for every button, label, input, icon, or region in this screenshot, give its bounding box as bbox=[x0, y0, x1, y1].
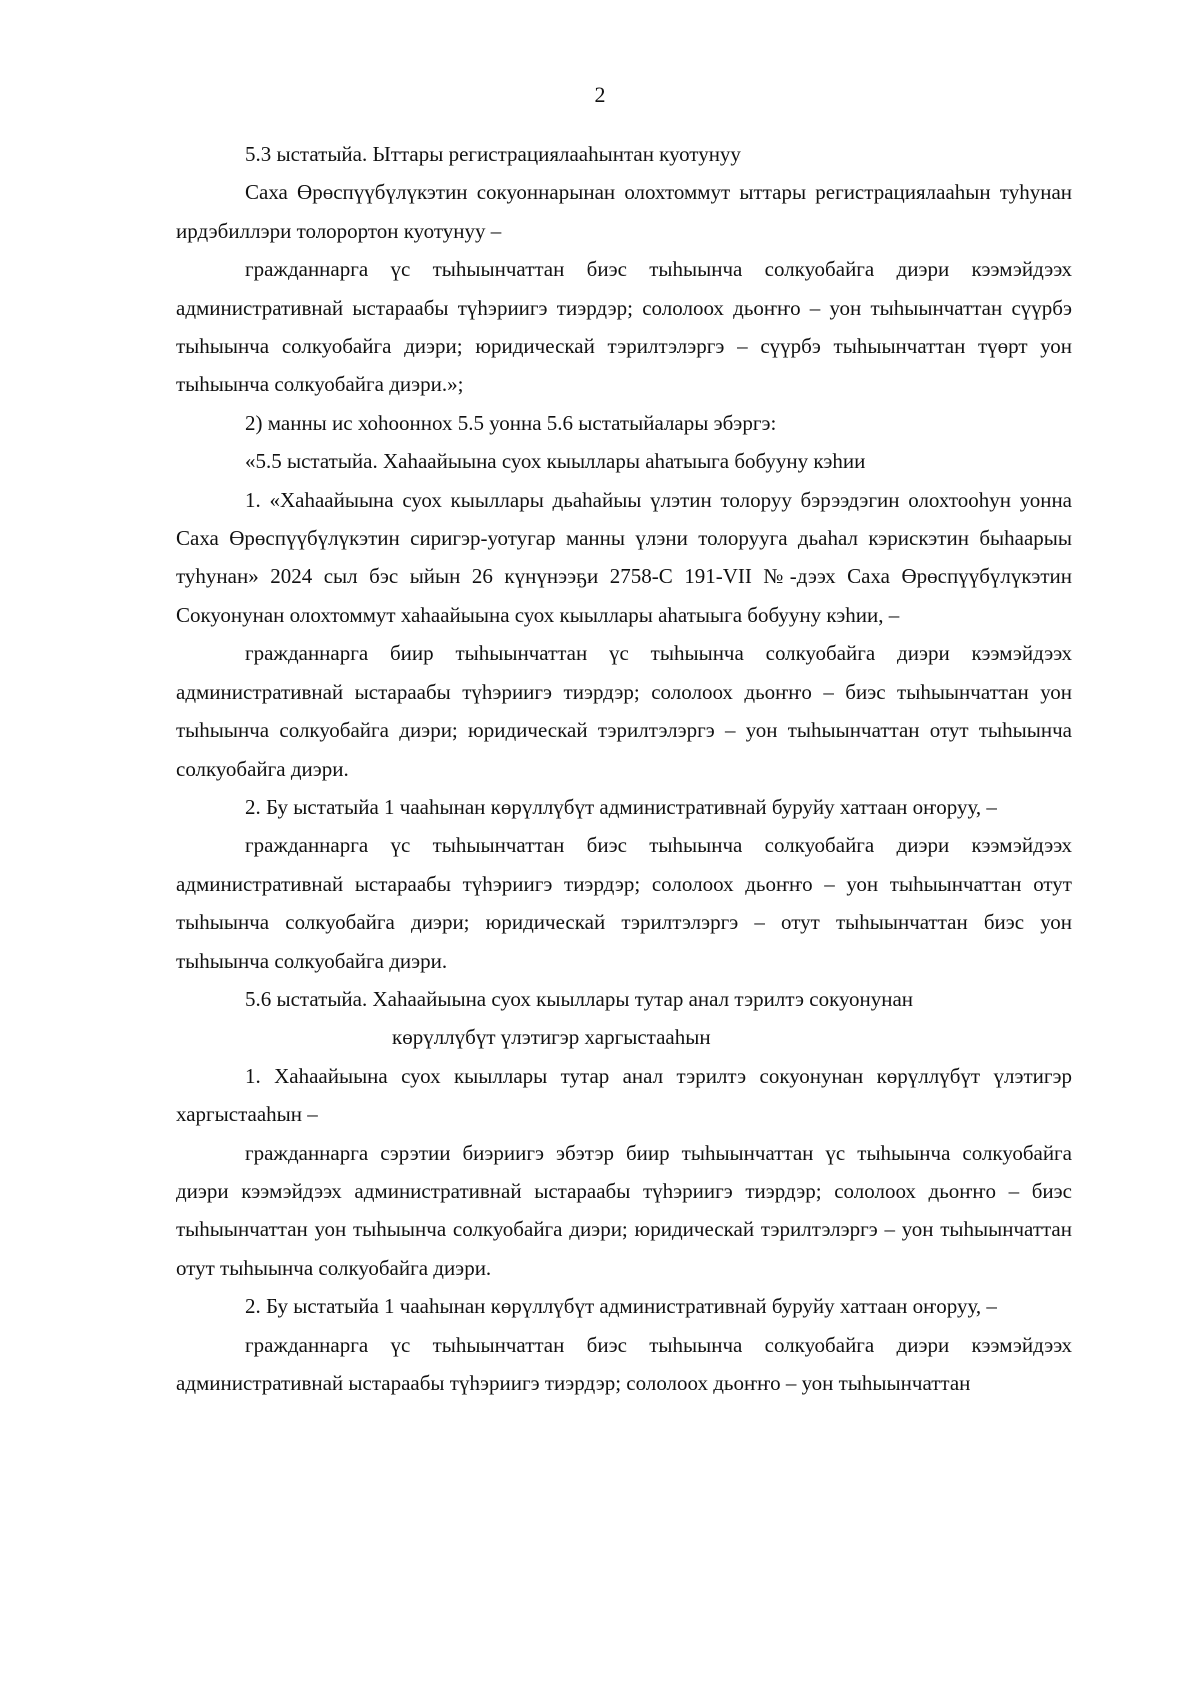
paragraph: гражданнарга сэрэтии биэриигэ эбэтэр биир тыһыынчаттан үс тыһыынча солкуобайга диэри кээмэйдээх административнай ыстараабы түһэриигэ тиэрдэр; сололоох дьоҥҥо – биэс тыһыынчаттан уон тыһыынча солкуобайга диэри; юридическай тэрилтэлэргэ – уон тыһыынчаттан отут тыһыынча солкуобайга диэри. bbox=[176, 1140, 1072, 1280]
article-heading: 5.6 ыстатыйа. Хаһаайыына суох кыыллары тутар анал тэрилтэ сокуонунан bbox=[245, 986, 914, 1011]
paragraph: 1. «Хаһаайыына суох кыыллары дьаһайыы үлэтин толоруу бэрээдэгин олохтооһун уонна Саха Өрөспүүбүлүкэтин сиригэр-уотугар манны үлэни толорууга дьаһал кэрискэтин быһаарыы туһунан» 2024 сыл бэс ыйын 26 күнүнээҕи 2758-С 191-VII №-дээх Саха Өрөспүүбүлүкэтин Сокуонунан олохтоммут хаһаайыына суох кыыллары аһатыыга бобууну кэһии, – bbox=[176, 487, 1072, 627]
paragraph: 1. Хаһаайыына суох кыыллары тутар анал тэрилтэ сокуонунан көрүллүбүт үлэтигэр харгыстааһын – bbox=[176, 1063, 1072, 1127]
paragraph: 2. Бу ыстатыйа 1 чааһынан көрүллүбүт административнай буруйу хаттаан оҥоруу, – bbox=[245, 794, 997, 819]
paragraph: 2) манны ис хоһооннох 5.5 уонна 5.6 ыстатыйалары эбэргэ: bbox=[245, 410, 777, 435]
document-body bbox=[176, 135, 1072, 1402]
paragraph: Саха Өрөспүүбүлүкэтин сокуоннарынан олохтоммут ыттары регистрациялааһын туһунан ирдэбиллэри толорортон куотунуу – bbox=[176, 180, 1072, 243]
article-heading: «5.5 ыстатыйа. Хаһаайыына суох кыыллары аһатыыга бобууну кэһии bbox=[245, 449, 866, 474]
page-number: 2 bbox=[594, 82, 606, 107]
paragraph: гражданнарга үс тыһыынчаттан биэс тыһыынча солкуобайга диэри кээмэйдээх административнай ыстараабы түһэриигэ тиэрдэр; сололоох дьоҥҥо – уон тыһыынчаттан отут тыһыынча солкуобайга диэри; юридическай тэрилтэлэргэ – отут тыһыынчаттан биэс уон тыһыынча солкуобайга диэри. bbox=[176, 833, 1072, 973]
paragraph: гражданнарга үс тыһыынчаттан биэс тыһыынча солкуобайга диэри кээмэйдээх административнай ыстараабы түһэриигэ тиэрдэр; сололоох дьоҥҥо – уон тыһыынчаттан bbox=[176, 1332, 1072, 1395]
article-heading-continuation: көрүллүбүт үлэтигэр харгыстааһын bbox=[392, 1025, 711, 1050]
paragraph: гражданнарга үс тыһыынчаттан биэс тыһыынча солкуобайга диэри кээмэйдээх административнай ыстараабы түһэриигэ тиэрдэр; сололоох дьоҥҥо – уон тыһыынчаттан сүүрбэ тыһыынча солкуобайга диэри; юридическай тэрилтэлэргэ – сүүрбэ тыһыынчаттан түөрт уон тыһыынча солкуобайга диэри.»; bbox=[176, 257, 1072, 397]
article-heading: 5.3 ыстатыйа. Ыттары регистрациялааһынтан куотунуу bbox=[245, 142, 741, 166]
paragraph: гражданнарга биир тыһыынчаттан үс тыһыынча солкуобайга диэри кээмэйдээх административнай ыстараабы түһэриигэ тиэрдэр; сололоох дьоҥҥо – биэс тыһыынчаттан уон тыһыынча солкуобайга диэри; юридическай тэрилтэлэргэ – уон тыһыынчаттан отут тыһыынча солкуобайга диэри. bbox=[176, 641, 1072, 781]
paragraph: 2. Бу ыстатыйа 1 чааһынан көрүллүбүт административнай буруйу хаттаан оҥоруу, – bbox=[245, 1294, 997, 1319]
